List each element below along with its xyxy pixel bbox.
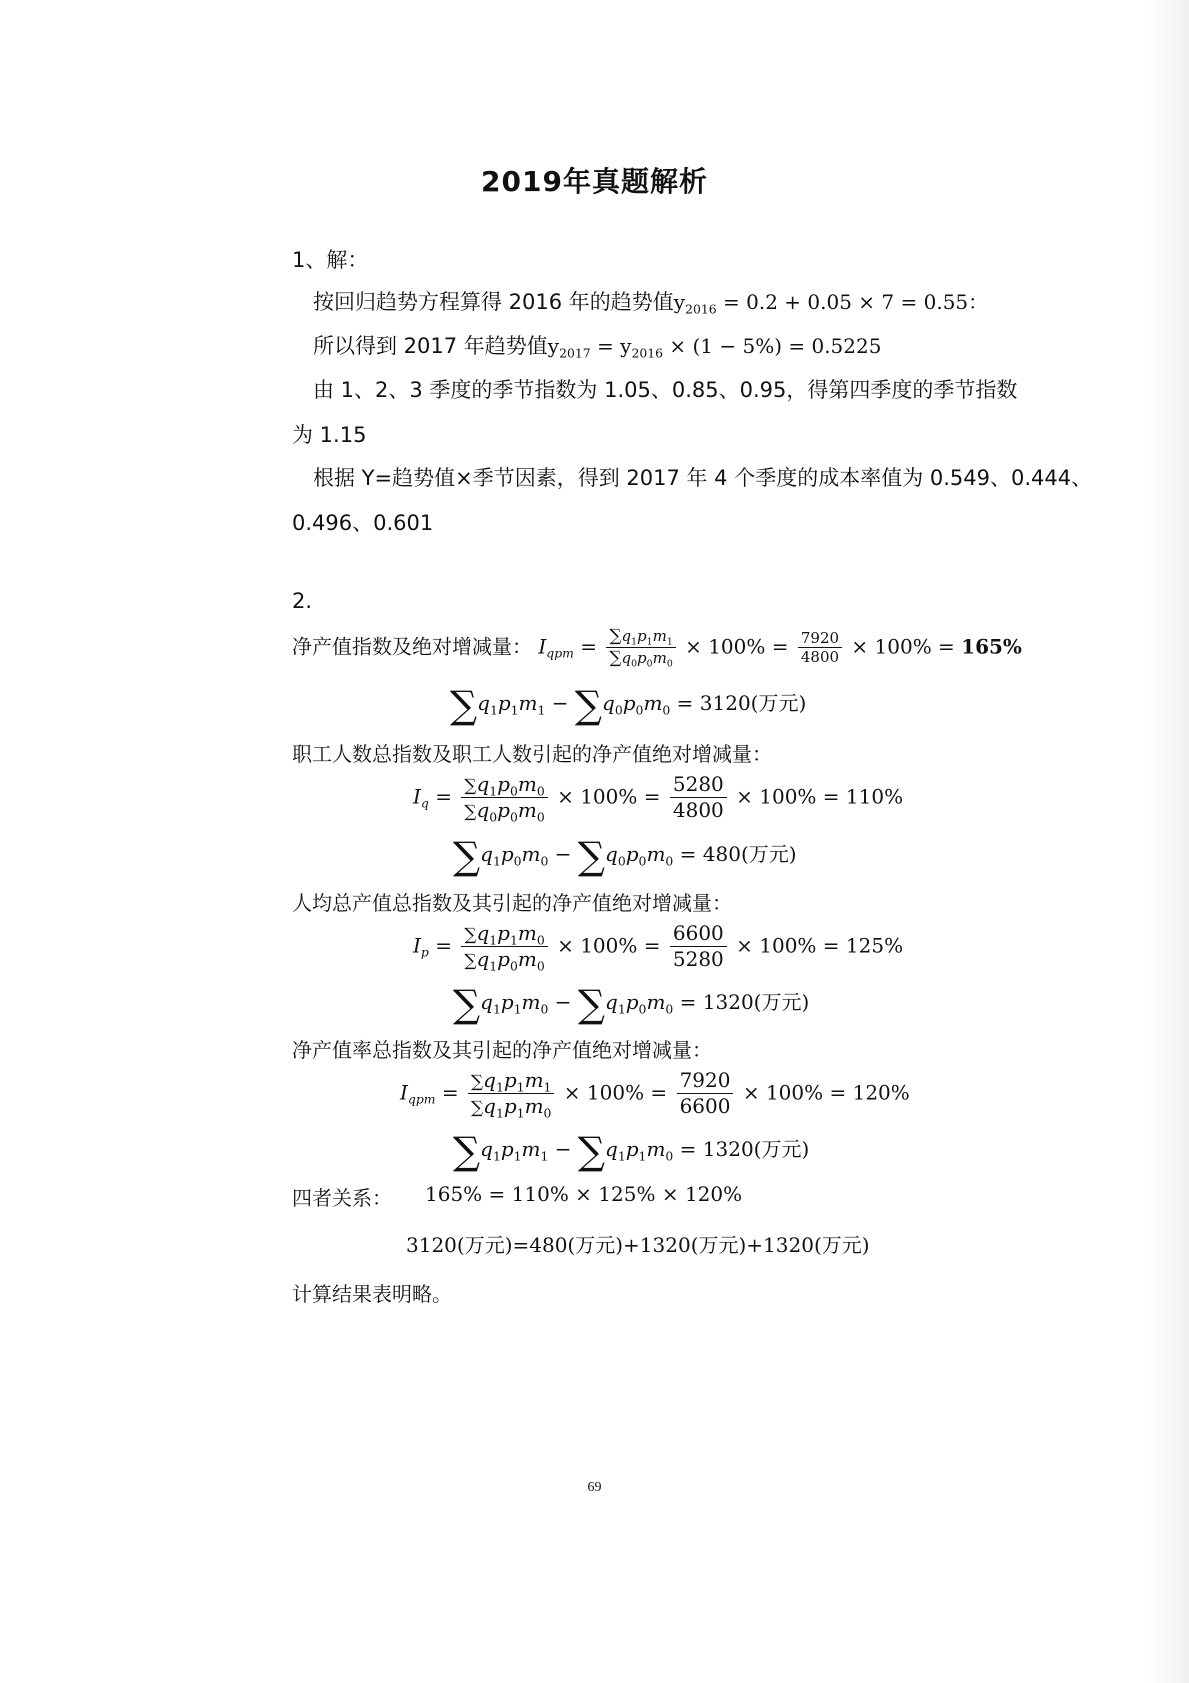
q1-line-1: 按回归趋势方程算得 2016 年的趋势值$y_{2016} = 0.2 + 0.05 \times 7 = 0.55$：	[313, 290, 989, 317]
q1-line-2: 所以得到 2017 年趋势值$y_{2017} = y_{2016} \times (1 - 5\%) = 0.5225$	[313, 334, 882, 361]
relation-index: 165% = 110% × 125% × 120%	[425, 1182, 743, 1206]
scan-edge-shadow	[1149, 0, 1189, 1683]
q2-equation-3: $I_p$ = $\frac{\sum q_1p_1m_0}{\sum q_1p_0m_0}$ × 100% = $\frac{6600}{5280}$ × 100% = 125%	[413, 921, 904, 974]
conclusion: 计算结果表明略。	[292, 1282, 452, 1306]
heading-net-output-rate-index: 净产值率总指数及其引起的净产值绝对增减量：	[292, 1038, 712, 1062]
heading-employee-index: 职工人数总指数及职工人数引起的净产值绝对增减量：	[292, 742, 772, 766]
q1-label: 1、解：	[292, 248, 369, 272]
q1-line-4: 为 1.15	[292, 423, 367, 447]
q2-label: 2.	[292, 589, 313, 613]
heading-per-capita-index: 人均总产值总指数及其引起的净产值绝对增减量：	[292, 891, 732, 915]
heading-net-output-index: 净产值指数及绝对增减量：	[292, 634, 532, 659]
page-number: 69	[587, 1480, 602, 1495]
q2-equation-1: 净产值指数及绝对增减量： $I_{qpm}$ = $\frac{\sum q_1p_1m_1}{\sum q_0p_0m_0}$ × 100% = $\frac{7920}{4800}$ × 100% = 165%	[292, 626, 1022, 670]
q1-line-5: 根据 Y=趋势值×季节因素，得到 2017 年 4 个季度的成本率值为 0.549、0.444、	[313, 466, 1093, 490]
q2-equation-3-diff: $\sum q_1p_1m_0 - \sum q_1p_0m_0 = 1320$(万元)	[453, 982, 810, 1026]
q2-equation-2-diff: $\sum q_1p_0m_0 - \sum q_0p_0m_0 = 480$(万元)	[453, 834, 797, 878]
q2-equation-2: $I_q$ = $\frac{\sum q_1p_0m_0}{\sum q_0p_0m_0}$ × 100% = $\frac{5280}{4800}$ × 100% = 110%	[413, 772, 904, 825]
relation-label: 四者关系：	[292, 1186, 392, 1210]
q2-equation-4: $I_{qpm}$ = $\frac{\sum q_1p_1m_1}{\sum q_1p_1m_0}$ × 100% = $\frac{7920}{6600}$ × 100% = 120%	[400, 1068, 910, 1121]
q1-line-3: 由 1、2、3 季度的季节指数为 1.05、0.85、0.95，得第四季度的季节指数	[313, 378, 1018, 402]
page-title: 2019年真题解析	[481, 165, 708, 198]
relation-absolute: 3120(万元)=480(万元)+1320(万元)+1320(万元)	[406, 1233, 870, 1257]
q2-equation-4-diff: $\sum q_1p_1m_1 - \sum q_1p_1m_0 = 1320$(万元)	[453, 1129, 810, 1173]
q2-equation-1-diff: $\sum q_1p_1m_1 - \sum q_0p_0m_0 = 3120$(万元)	[450, 683, 807, 727]
q1-line-6: 0.496、0.601	[292, 511, 434, 535]
